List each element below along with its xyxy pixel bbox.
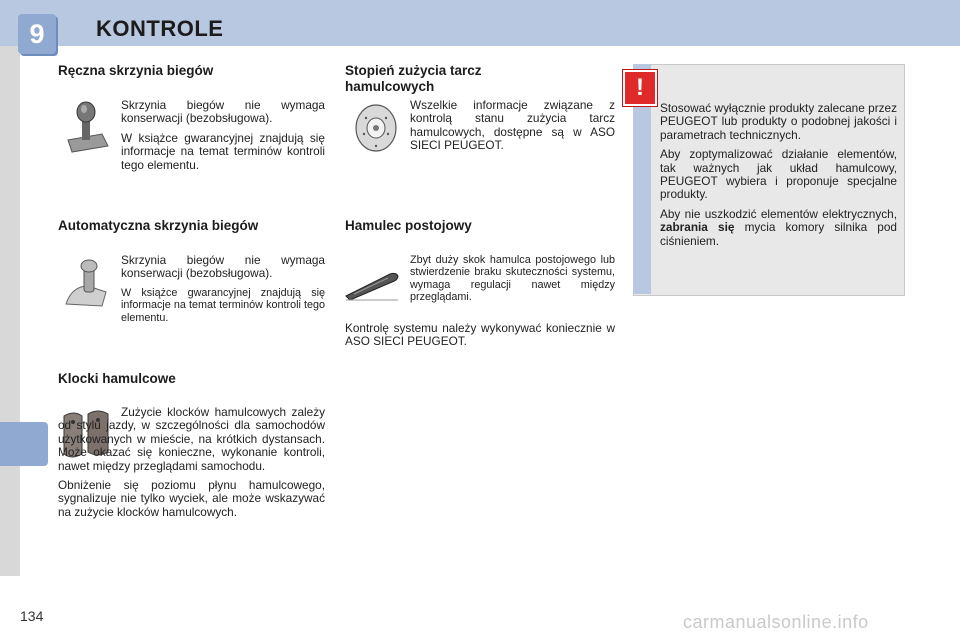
- parking-brake-lever-icon: [344, 266, 400, 302]
- automatic-gearbox-heading: Automatyczna skrzynia biegów: [58, 218, 259, 233]
- warning-p3-bold: zabrania się: [660, 220, 735, 235]
- brake-pads-heading: Klocki hamulcowe: [58, 371, 176, 386]
- warning-text: [660, 102, 897, 254]
- brake-pads-p2: Obniżenie się poziomu płynu hamulcowego, sygnalizuje nie tylko wyciek, ale może wskazywać na zużycie klocków hamulcowych.: [58, 478, 325, 519]
- brake-discs-heading: Stopień zużycia tarcz hamulcowych: [345, 63, 482, 94]
- parking-brake-p1: Zbyt duży skok hamulca postojowego lub stwierdzenie braku skuteczności systemu, wymaga regulacji nawet między przeglądami.: [410, 254, 615, 304]
- warning-p3-before: Aby nie uszkodzić elementów elektrycznych,: [660, 206, 897, 221]
- brake-discs-text: [410, 99, 615, 159]
- manual-gearbox-p1: Skrzynia biegów nie wymaga konserwacji (bezobsługowa).: [121, 98, 325, 126]
- chapter-side-tab: [0, 422, 48, 466]
- brake-pads-p1: Zużycie klocków hamulcowych zależy od stylu jazdy, w szczególności dla samochodów użytkowanych w mieście, na krótkich dystansach. Może okazać się konieczne, wykonanie kontroli, nawet między przeglądami samochodu.: [58, 405, 325, 473]
- automatic-gearbox-p2: W książce gwarancyjnej znajdują się informacje na temat terminów kontroli tego elementu.: [121, 286, 325, 324]
- chapter-number-badge: 9: [18, 14, 56, 54]
- page-title: KONTROLE: [96, 16, 224, 41]
- gear-knob-icon: [62, 100, 110, 154]
- parking-brake-text: [410, 254, 615, 310]
- brake-pads-text: [58, 406, 325, 525]
- parking-brake-p2: Kontrolę systemu należy wykonywać koniecznie w ASO SIECI PEUGEOT.: [345, 321, 615, 349]
- watermark: carmanualsonline.info: [683, 612, 869, 632]
- automatic-selector-icon: [62, 256, 110, 310]
- automatic-gearbox-text: [121, 254, 325, 330]
- warning-p3: [660, 208, 897, 248]
- side-strip: [0, 46, 20, 576]
- warning-p3-after: mycia komory silnika pod ciśnieniem.: [660, 220, 897, 248]
- parking-brake-heading: Hamulec postojowy: [345, 218, 472, 233]
- parking-brake-text-2: [345, 322, 615, 355]
- automatic-gearbox-p1: Skrzynia biegów nie wymaga konserwacji (bezobsługowa).: [121, 253, 325, 281]
- manual-gearbox-p2: W książce gwarancyjnej znajdują się informacje na temat terminów kontroli tego elementu.: [121, 130, 325, 172]
- page-number: 134: [20, 608, 44, 624]
- brake-discs-p1: Wszelkie informacje związane z kontrolą stanu zużycia tarcz hamulcowych, dostępne są w ASO SIECI PEUGEOT.: [410, 98, 615, 153]
- warning-p1: Stosować wyłącznie produkty zalecane przez PEUGEOT lub produkty o podobnej jakości i parametrach technicznych.: [660, 101, 897, 142]
- brake-disc-icon: [352, 102, 400, 154]
- warning-p2: Aby zoptymalizować działanie elementów, tak ważnych jak układ hamulcowy, PEUGEOT wybiera i proponuje specjalne produkty.: [660, 147, 897, 202]
- manual-gearbox-text: [121, 99, 325, 178]
- manual-gearbox-heading: Ręczna skrzynia biegów: [58, 63, 214, 78]
- warning-exclamation-icon: !: [623, 70, 657, 106]
